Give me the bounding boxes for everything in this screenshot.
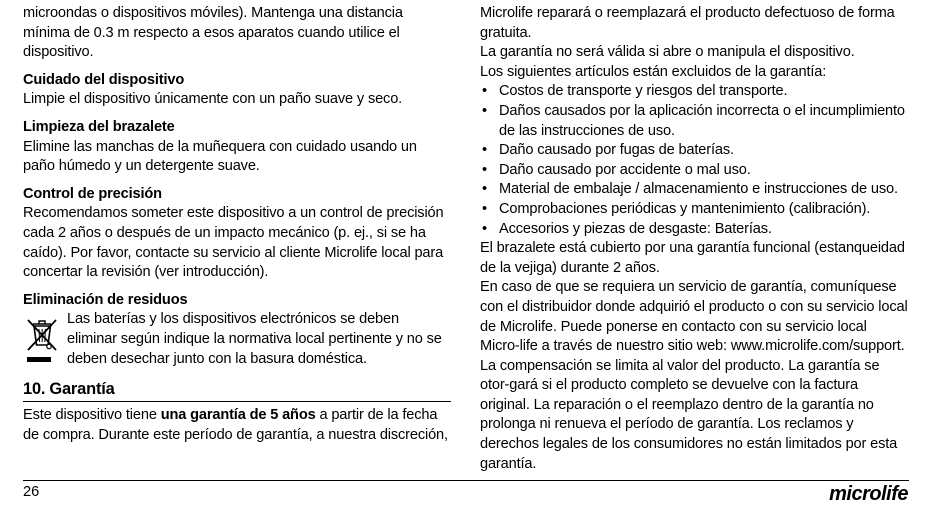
list-item: • Accesorios y piezas de desgaste: Baterías. <box>480 220 910 240</box>
care-heading: Cuidado del dispositivo <box>23 71 185 88</box>
accuracy-text: Recomendamos someter este dispositivo a un control de precisión cada 2 años o después de un impacto mecánico (p. ej., si se ha caído). Por favor, contacte su servicio al cliente Microlife local para concertar la revisión (ver introducción). <box>23 205 444 281</box>
section-number: 10. <box>23 380 46 399</box>
list-item: • Material de embalaje / almacenamiento e instrucciones de uso. <box>480 180 910 200</box>
warranty-intro-start: Este dispositivo tiene <box>23 407 161 424</box>
warranty-intro-end: a partir de la fecha de compra. Durante este período de garantía, a nuestra discreción, <box>23 407 448 443</box>
repair-paragraph: Microlife reparará o reemplazará el producto defectuoso de forma gratuita. <box>480 5 895 41</box>
warranty-duration: una garantía de 5 años <box>160 407 316 424</box>
intro-paragraph: microondas o dispositivos móviles). Mantenga una distancia mínima de 0.3 m respecto a esos aparatos cuando utilice el dispositivo. <box>23 5 403 61</box>
page-number: 26 <box>23 484 40 500</box>
warranty-intro <box>23 406 451 445</box>
accuracy-heading: Control de precisión <box>23 185 162 202</box>
footer-divider <box>23 480 909 481</box>
disposal-heading: Eliminación de residuos <box>23 291 188 308</box>
right-column <box>480 4 910 474</box>
list-item: • Costos de transporte y riesgos del transporte. <box>480 82 910 102</box>
exclusions-intro: Los siguientes artículos están excluidos de la garantía: <box>480 63 827 80</box>
cuff-cleaning-heading: Limpieza del brazalete <box>23 118 175 135</box>
brand-logo: microlife <box>829 483 908 505</box>
list-item: • Comprobaciones periódicas y mantenimiento (calibración). <box>480 200 910 220</box>
list-item: • Daño causado por fugas de baterías. <box>480 141 910 161</box>
disposal-block <box>23 310 451 369</box>
section-title-text: Garantía <box>49 380 115 399</box>
cuff-warranty-paragraph: El brazalete está cubierto por una garantía funcional (estanqueidad de la vejiga) durante 2 años. <box>480 240 905 276</box>
list-item: • Daños causados por la aplicación incorrecta o el incumplimiento de las instrucciones de uso. <box>480 102 910 141</box>
crossed-out-wheelie-bin-icon <box>23 312 63 368</box>
warranty-section-title <box>23 379 451 402</box>
left-column <box>23 4 451 445</box>
list-item: • Daño causado por accidente o mal uso. <box>480 161 910 181</box>
cuff-cleaning-text: Elimine las manchas de la muñequera con cuidado usando un paño húmedo y un detergente suave. <box>23 138 417 175</box>
exclusions-list <box>480 82 910 239</box>
disposal-text: Las baterías y los dispositivos electrónicos se deben eliminar según indique la normativa local pertinente y no se deben desechar junto con la basura doméstica. <box>67 311 442 367</box>
tamper-paragraph: La garantía no será válida si abre o manipula el dispositivo. <box>480 44 855 61</box>
service-paragraph: En caso de que se requiera un servicio de garantía, comuníquese con el distribuidor donde adquirió el producto o con su servicio local de Microlife. Puede ponerse en contacto con su servicio local Micro-life a través de nuestro sitio web: www.microlife.com/support. <box>480 279 908 355</box>
care-text: Limpie el dispositivo únicamente con un paño suave y seco. <box>23 91 403 108</box>
compensation-paragraph: La compensación se limita al valor del producto. La garantía se otor-gará si el producto completo se devuelve con la factura original. La reparación o el reemplazo dentro de la garantía no prolonga ni renueva el período de garantía. Los reclamos y derechos legales de los consumidores no están limitados por esta garantía. <box>480 357 898 472</box>
